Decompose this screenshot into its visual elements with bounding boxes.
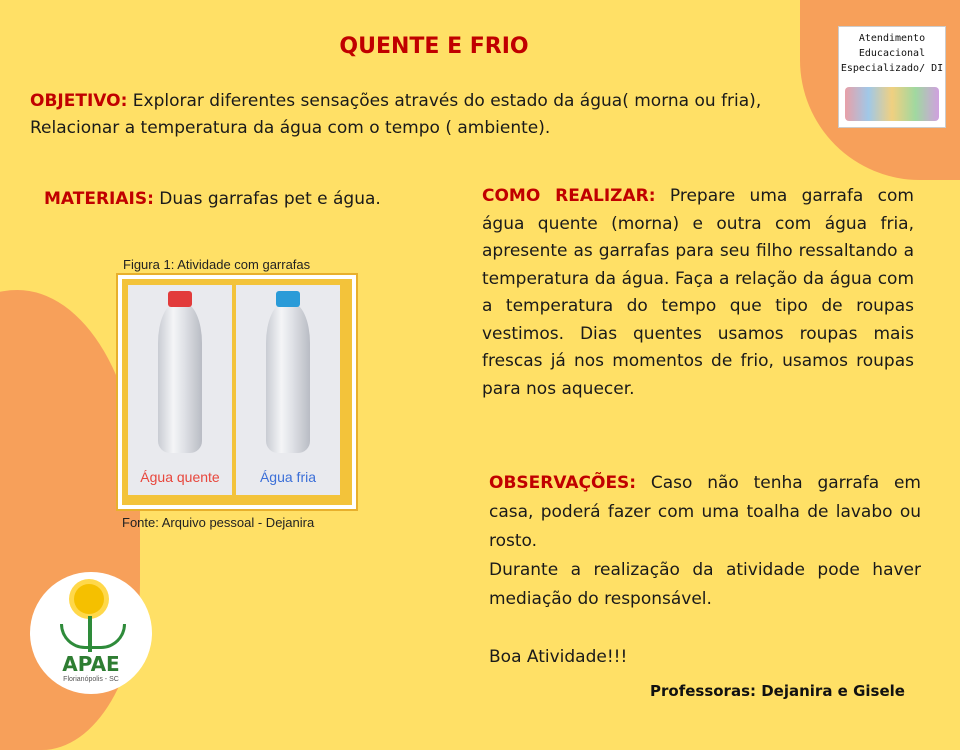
apae-city: Florianópolis - SC [63, 676, 119, 683]
figure-caption: Figura 1: Atividade com garrafas [123, 257, 311, 272]
materiais-text: Duas garrafas pet e água. [153, 189, 381, 209]
red-cap-icon [168, 291, 192, 307]
children-illustration-icon [845, 87, 939, 121]
observacoes-label: OBSERVAÇÕES: [489, 473, 637, 493]
materiais-label: MATERIAIS: [44, 189, 154, 209]
hot-water-label: Água quente [140, 469, 220, 485]
observacoes-mediation: Durante a realização da atividade pode haver mediação do responsável. [489, 560, 921, 609]
apae-logo [30, 572, 152, 694]
badge-line-1: Atendimento [858, 33, 926, 44]
observacoes-text: Caso não tenha garrafa em casa, poderá fazer com uma toalha de lavabo ou rosto. [489, 473, 921, 551]
objetivo-text: Explorar diferentes sensações através do estado da água( morna ou fria), Relacionar a temperatura da água com o tempo ( ambiente). [30, 91, 762, 138]
como-realizar-label: COMO REALIZAR: [482, 186, 656, 206]
cold-water-label: Água fria [259, 469, 317, 485]
apae-name: APAE [62, 652, 120, 676]
aee-badge [838, 26, 946, 128]
closing-message: Boa Atividade!!! [489, 647, 628, 667]
page-title: QUENTE E FRIO [339, 34, 529, 59]
como-realizar-section [482, 183, 914, 403]
hands-icon [60, 624, 126, 649]
teachers-credit: Professoras: Dejanira e Gisele [650, 682, 905, 700]
materiais-section [44, 186, 444, 213]
como-realizar-text: Prepare uma garrafa com água quente (morna) e outra com água fria, apresente as garrafas para seu filho ressaltando a temperatura da água. Faça a relação da água com a temperatura do tempo que tipo de roupas vestimos. Dias quentes usamos roupas mais frescas já nos momentos de frio, usamos roupas para nos aquecer. [482, 186, 914, 399]
observacoes-section [489, 469, 921, 672]
cold-water-panel [236, 285, 340, 495]
hot-water-panel [128, 285, 232, 495]
bottle-icon [266, 303, 310, 453]
figure-source: Fonte: Arquivo pessoal - Dejanira [122, 515, 315, 530]
objetivo-section [30, 88, 790, 142]
badge-line-2: Educacional [858, 48, 926, 59]
badge-line-3: Especializado/ DI [840, 63, 944, 74]
blue-cap-icon [276, 291, 300, 307]
bottles-photo [118, 275, 356, 509]
bottle-icon [158, 303, 202, 453]
objetivo-label: OBJETIVO: [30, 91, 128, 111]
flower-icon [74, 584, 104, 614]
